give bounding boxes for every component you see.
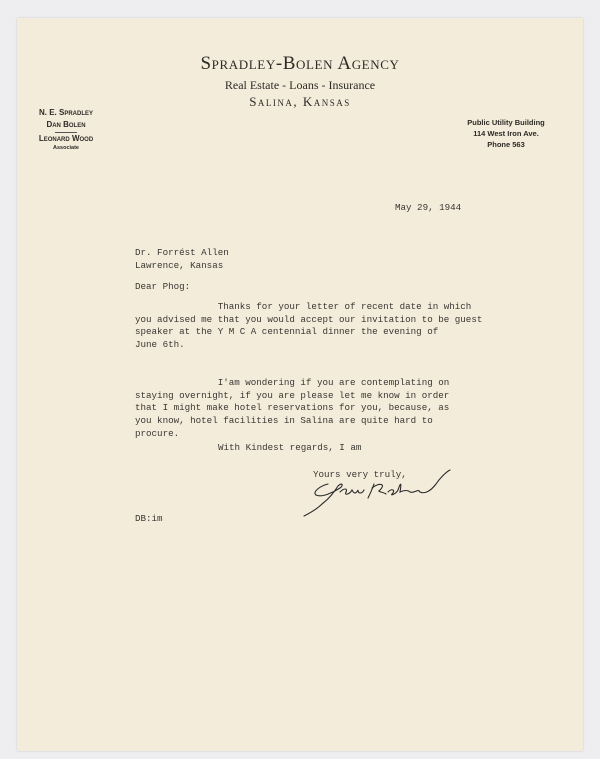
recipient-line: Lawrence, Kansas — [135, 259, 224, 271]
paragraph-1 — [135, 301, 482, 352]
divider — [55, 132, 77, 133]
address-line: Phone 563 — [487, 140, 525, 149]
company-city: Salina, Kansas — [249, 94, 351, 109]
partner-name: N. E. Spradley — [38, 108, 93, 117]
body-line: June 6th. — [135, 339, 185, 351]
company-name: Spradley-Bolen Agency — [200, 53, 400, 74]
company-services: Real Estate - Loans - Insurance — [224, 78, 376, 92]
office-address — [460, 117, 552, 150]
body-line: that I might make hotel reservations for you, because, as — [135, 402, 450, 414]
associate-title: Associate — [53, 145, 79, 151]
recipient-line: Dr. Forrést Allen — [135, 247, 229, 258]
body-line: Thanks for your letter of recent date in which — [135, 301, 472, 312]
typist-initials: DB:im — [135, 513, 163, 524]
address-line: 114 West Iron Ave. — [473, 129, 539, 138]
body-line: I'am wondering if you are contemplating on — [135, 377, 450, 388]
signature-image — [300, 462, 460, 522]
body-line: you know, hotel facilities in Salina are quite hard to — [135, 415, 433, 427]
address-line: Public Utility Building — [467, 118, 545, 127]
partner-name: Dan Bolen — [46, 120, 86, 129]
regards: With Kindest regards, I am — [218, 442, 362, 453]
associate-name: Leonard Wood — [38, 134, 94, 143]
salutation: Dear Phog: — [135, 281, 191, 292]
paragraph-2 — [135, 377, 449, 441]
body-line: staying overnight, if you are please let me know in order — [135, 389, 450, 401]
body-line: you advised me that you would accept our invitation to be guest — [135, 313, 483, 325]
body-line: speaker at the Y M C A centennial dinner the evening of — [135, 326, 439, 338]
body-line: procure. — [135, 427, 180, 439]
recipient-address — [135, 247, 229, 272]
letter-date: May 29, 1944 — [395, 202, 462, 213]
closing: Yours very truly, — [313, 469, 407, 480]
